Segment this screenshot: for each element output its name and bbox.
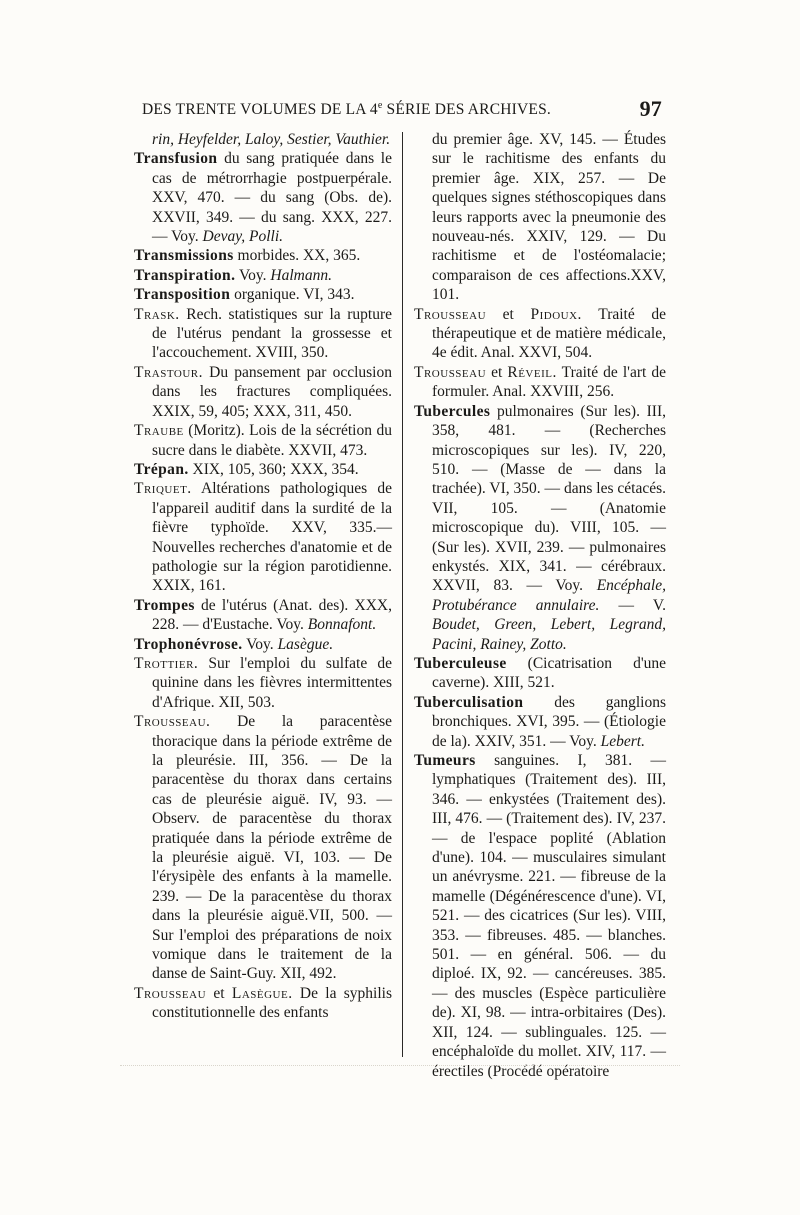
entry-text: rin, Heyfelder, Laloy, Sestier, Vauthier.: [152, 131, 391, 148]
page-number: 97: [639, 96, 662, 121]
entry-text: de l'utérus (Anat. des). XXX, 228. — d'Eustache. Voy.: [152, 596, 392, 634]
index-entry: [134, 460, 392, 479]
index-entry: [414, 693, 666, 751]
entry-headword: Trottier.: [134, 654, 199, 672]
entry-headword: Tuberculisation: [414, 693, 524, 711]
index-entry: [414, 130, 666, 305]
entry-text: sanguines. I, 381. — lymphatiques (Traitement des). III, 346. — enkystées (Traitement des). III, 476. — (Traitement des). IV, 237. — de l'espace poplité (Ablation d'une). 104. — musculaires simulant un anévrysme. 221. — fibreuse de la mamelle (Dégénérescence d'une). VI, 521. — des cicatrices (Sur les). VIII, 353. — fibreuses. 485. — blanches. 501. — en général. 506. — du diploé. IX, 92. — cancéreuses. 385. — des muscles (Espèce particulière de). XI, 98. — intra-orbitaires (Des). XII, 124. — sublinguales. 125. — encéphaloïde du mollet. XIV, 117. — érectiles (Procédé opératoire: [432, 752, 666, 1080]
column-divider: [402, 132, 403, 1057]
entry-text: Altérations pathologiques de l'appareil auditif dans la surdité de la fièvre typhoïde. XXV, 335.— Nouvelles recherches d'anatomie et de pathologie sur la région parotidienne. XXIX, 161.: [152, 480, 392, 595]
series-superscript: e: [377, 100, 383, 111]
index-entry: [134, 421, 392, 460]
entry-headword: Trousseau: [414, 305, 487, 323]
entry-headword: Trousseau: [414, 363, 487, 381]
entry-text: pulmonaires (Sur les). III, 358, 481. — (Recherches microscopiques sur les). IV, 220, 510. — (Masse de — dans la trachée). VI, 350. — dans les cétacés. VII, 105. — (Anatomie microscopique du). VIII, 105. — (Sur les). XVII, 239. — pulmonaires enkystés. XIX, 341. — cérébraux. XXVII, 83. — Voy.: [432, 402, 666, 595]
index-entry: [414, 654, 666, 693]
entry-text: XIX, 105, 360; XXX, 354.: [188, 460, 359, 478]
entry-text: Traité de thérapeutique et de matière médicale, 4e édit. Anal. XXVI, 504.: [432, 305, 667, 362]
index-entry: [134, 596, 392, 635]
right-column: [414, 130, 666, 1081]
index-entry: [134, 305, 392, 363]
index-entry: [414, 305, 666, 363]
entry-text: — V.: [599, 596, 666, 614]
entry-headword: Trépan.: [134, 460, 189, 478]
entry-headword: Trophonévrose.: [134, 635, 243, 653]
index-entry: [134, 363, 392, 421]
index-entry: [134, 984, 392, 1023]
entry-text: Boudet, Green, Lebert, Legrand, Pacini, Rainey, Zotto.: [432, 616, 666, 653]
entry-text: (Cicatrisation d'une caverne). XIII, 521.: [432, 654, 666, 692]
entry-headword: Transpiration.: [134, 266, 236, 284]
entry-headword: Réveil.: [507, 363, 557, 381]
left-column: [134, 130, 392, 1023]
entry-text: des ganglions bronchiques. XVI, 395. — (Étiologie de la). XXIV, 351. — Voy.: [432, 693, 666, 750]
series-number: 4: [369, 101, 378, 119]
entry-headword: Lasègue.: [231, 984, 293, 1002]
entry-headword: Traube: [134, 422, 184, 440]
entry-headword: Trompes: [134, 596, 195, 614]
entry-text: et: [486, 363, 508, 381]
entry-text: Lebert.: [600, 732, 645, 750]
entry-text: Encéphale, Protubérance annulaire.: [432, 577, 666, 614]
index-entry: [134, 712, 392, 984]
index-entry: [414, 751, 666, 1081]
entry-headword: Trousseau: [134, 984, 207, 1002]
entry-text: Bonnafont.: [307, 616, 377, 634]
page-header: [142, 96, 662, 122]
entry-headword: Transfusion: [134, 150, 218, 168]
entry-text: Devay, Polli.: [202, 228, 284, 246]
entry-headword: Transmissions: [134, 247, 234, 265]
index-entry: [134, 654, 392, 712]
entry-headword: Tubercules: [414, 402, 491, 420]
index-entry: [134, 479, 392, 595]
entry-text: du sang pratiquée dans le cas de métrorrhagie postpuerpérale. XXV, 470. — du sang (Obs. de). XXVII, 349. — du sang. XXX, 227. — Voy.: [152, 150, 392, 246]
index-entry: [134, 130, 392, 149]
entry-text: Traité de l'art de formuler. Anal. XXVIII, 256.: [432, 363, 667, 401]
entry-text: Sur l'emploi du sulfate de quinine dans les fièvres intermittentes d'Afrique. XII, 503.: [152, 654, 392, 711]
running-head: [142, 100, 551, 119]
entry-text: Voy.: [235, 266, 271, 284]
entry-text: Du pansement par occlusion dans les fractures compliquées. XXIX, 59, 405; XXX, 311, 450.: [152, 363, 392, 420]
entry-headword: Pidoux.: [530, 305, 582, 323]
index-entry: [414, 402, 666, 654]
entry-text: Voy.: [242, 635, 278, 653]
entry-headword: Trastour.: [134, 363, 203, 381]
index-entry: [134, 285, 392, 304]
entry-text: Rech. statistiques sur la rupture de l'utérus pendant la grossesse et l'accouchement. XVIII, 350.: [152, 305, 392, 362]
entry-headword: Transposition: [134, 286, 231, 304]
page-bottom-edge: [120, 1065, 680, 1072]
running-head-end: SÉRIE DES ARCHIVES.: [382, 101, 551, 119]
entry-text: et: [206, 984, 232, 1002]
entry-headword: Tuberculeuse: [414, 654, 507, 672]
entry-text: Halmann.: [270, 266, 332, 284]
entry-headword: Trousseau.: [134, 713, 211, 731]
entry-text: et: [486, 305, 531, 323]
index-entry: [414, 363, 666, 402]
index-entry: [134, 246, 392, 265]
entry-text: (Moritz). Lois de la sécrétion du sucre dans le diabète. XXVII, 473.: [152, 422, 392, 459]
entry-text: morbides. XX, 365.: [233, 247, 361, 265]
running-head-text: DES TRENTE VOLUMES DE LA: [142, 101, 370, 119]
index-entry: [134, 266, 392, 285]
entry-headword: Trask.: [134, 305, 180, 323]
index-entry: [134, 635, 392, 654]
entry-headword: Triquet.: [134, 480, 192, 498]
entry-text: De la syphilis constitutionnelle des enfants: [152, 984, 393, 1022]
index-entry: [134, 149, 392, 246]
entry-headword: Tumeurs: [414, 752, 476, 769]
entry-text: Lasègue.: [277, 635, 334, 653]
entry-text: du premier âge. XV, 145. — Études sur le rachitisme des enfants du premier âge. XIX, 257. — De quelques signes stéthoscopiques dans leurs rapports avec la pneumonie des nouveau-nés. XXIV, 129. — Du rachitisme et de l'ostéomalacie; comparaison de ces affections.XXV, 101.: [432, 131, 666, 304]
entry-text: De la paracentèse thoracique dans la période extrême de la pleurésie. III, 356. — De la paracentèse du thorax dans certains cas de pleurésie aiguë. IV, 93. — Observ. de paracentèse du thorax pratiquée dans la période extrême de la pleurésie aiguë. VI, 103. — De l'érysipèle des enfants à la mamelle. 239. — De la paracentèse du thorax dans la pleurésie aiguë.VII, 500. — Sur l'emploi des préparations de noix vomique dans le traitement de la danse de Saint-Guy. XII, 492.: [152, 713, 392, 983]
entry-text: organique. VI, 343.: [230, 286, 355, 304]
